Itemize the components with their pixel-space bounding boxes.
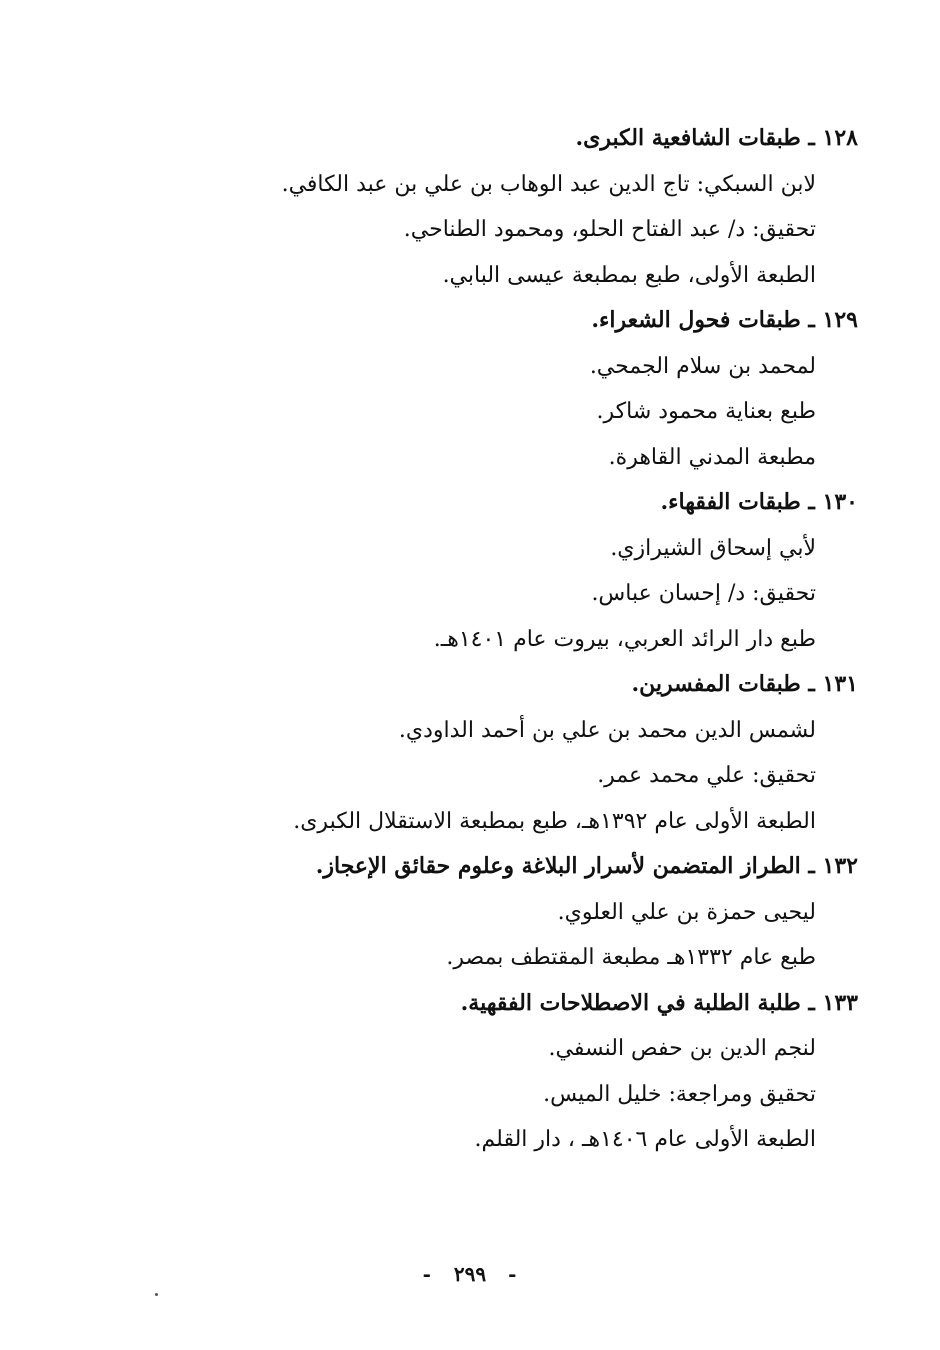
entry-line: طبع بعناية محمود شاكر. [596, 399, 816, 424]
entry-line: لأبي إسحاق الشيرازي. [610, 535, 816, 561]
entry-line: مطبعة المدني القاهرة. [608, 444, 816, 470]
entry-line: لنجم الدين بن حفص النسفي. [548, 1036, 816, 1061]
entry-line: الطبعة الأولى عام ١٣٩٢هـ، طبع بمطبعة الاستقلال الكبرى. [293, 808, 816, 834]
entry-line: الطبعة الأولى، طبع بمطبعة عيسى البابي. [442, 262, 816, 288]
page-number-footer [0, 1262, 940, 1286]
bibliography-list [218, 116, 858, 1163]
entry-title: ١٣٠ ـ طبقات الفقهاء. [660, 489, 858, 515]
entry-line: لمحمد بن سلام الجمحي. [589, 353, 816, 379]
entry-title: ١٣٣ ـ طلبة الطلبة في الاصطلاحات الفقهية. [460, 989, 858, 1016]
page-number: ٢٩٩ [453, 1262, 487, 1286]
entry-line: تحقيق: د/ إحسان عباس. [591, 581, 816, 606]
entry-line: طبع عام ١٣٣٢هـ مطبعة المقتطف بمصر. [446, 945, 816, 970]
entry-line: لابن السبكي: تاج الدين عبد الوهاب بن علي بن عبد الكافي. [281, 171, 816, 197]
footer-dash: - [422, 1262, 432, 1286]
footer-dash: - [508, 1262, 518, 1286]
entry-line: الطبعة الأولى عام ١٤٠٦هـ ، دار القلم. [474, 1127, 816, 1152]
entry-title: ١٢٨ ـ طبقات الشافعية الكبرى. [575, 125, 858, 151]
entry-line: طبع دار الرائد العربي، بيروت عام ١٤٠١هـ. [433, 626, 816, 652]
entry-title: ١٢٩ ـ طبقات فحول الشعراء. [591, 307, 858, 333]
entry-line: ليحيى حمزة بن علي العلوي. [557, 899, 816, 925]
entry-line: لشمس الدين محمد بن علي بن أحمد الداودي. [398, 717, 816, 743]
scan-speck [155, 1293, 158, 1296]
entry-title: ١٣٢ ـ الطراز المتضمن لأسرار البلاغة وعلوم حقائق الإعجاز. [315, 853, 858, 879]
entry-line: تحقيق: علي محمد عمر. [597, 763, 816, 788]
entry-title: ١٣١ ـ طبقات المفسرين. [631, 671, 858, 697]
entry-line: تحقيق: د/ عبد الفتاح الحلو، ومحمود الطناحي. [403, 217, 816, 242]
entry-line: تحقيق ومراجعة: خليل الميس. [543, 1081, 816, 1107]
